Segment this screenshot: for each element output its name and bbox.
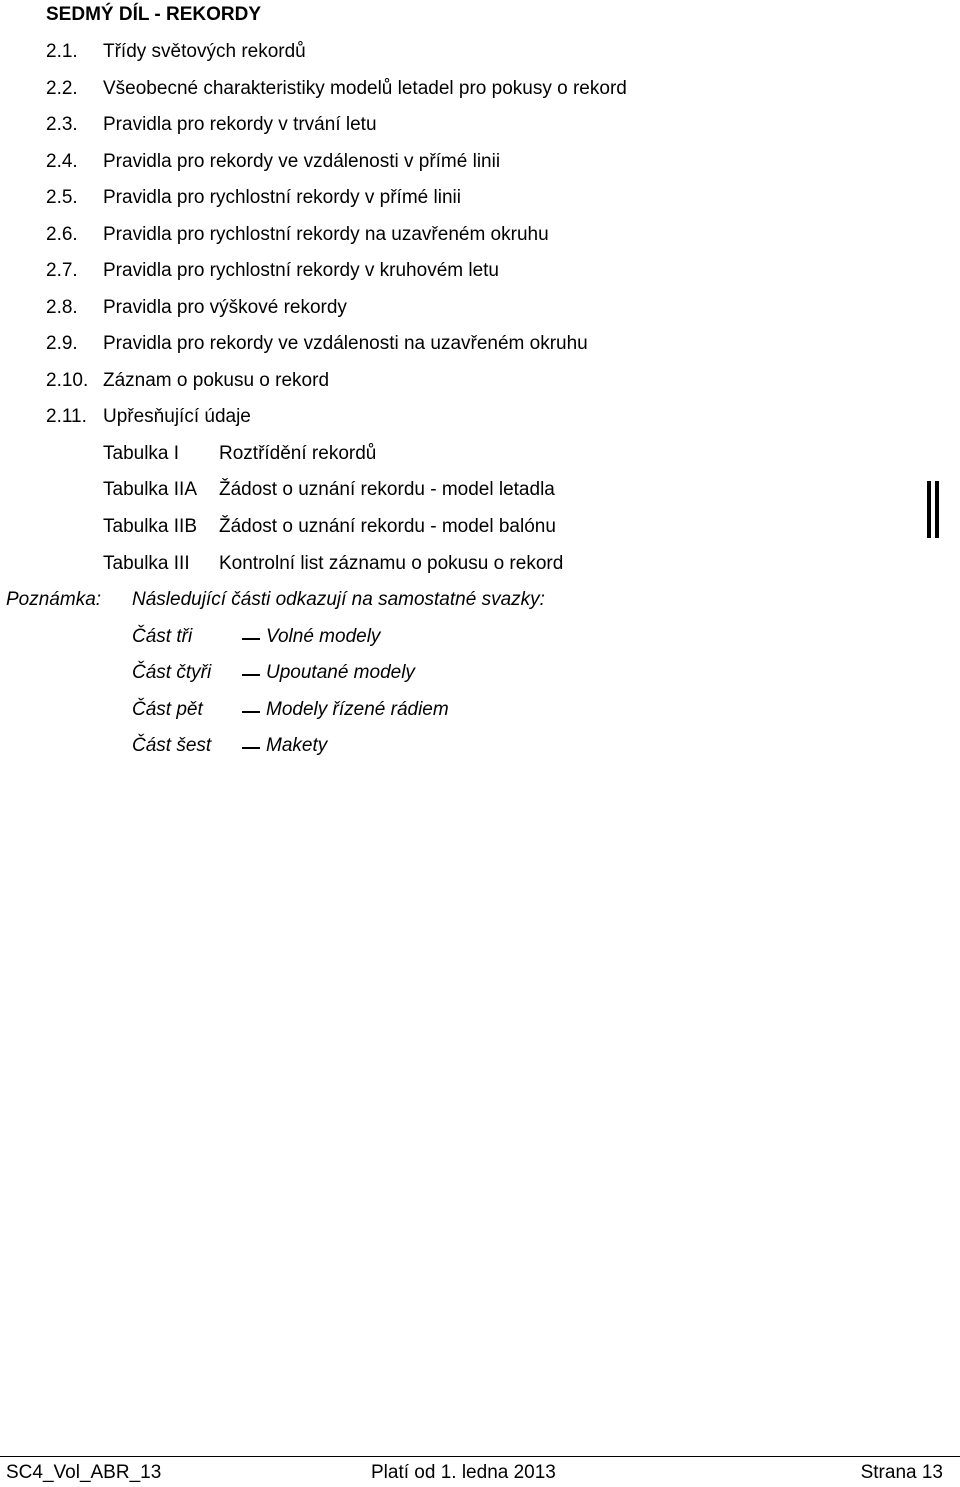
toc-entry: Pravidla pro rychlostní rekordy v přímé linii: [103, 187, 461, 208]
dash: [242, 747, 260, 749]
note-text: Následující části odkazují na samostatné svazky:: [132, 589, 545, 610]
toc-number: 2.4.: [46, 151, 78, 172]
part-description: Makety: [266, 735, 328, 756]
part-name: Část šest: [132, 735, 212, 756]
toc-entry: Pravidla pro výškové rekordy: [103, 297, 347, 318]
toc-number: 2.1.: [46, 41, 78, 62]
table-title: Žádost o uznání rekordu - model balónu: [219, 516, 556, 537]
table-title: Roztřídění rekordů: [219, 443, 377, 464]
note-label: Poznámka:: [6, 589, 102, 610]
toc-number: 2.7.: [46, 260, 78, 281]
footer-document-id: SC4_Vol_ABR_13: [6, 1462, 162, 1483]
dash: [242, 711, 260, 713]
dash: [242, 638, 260, 640]
revision-bar: [927, 481, 931, 538]
part-description: Modely řízené rádiem: [266, 699, 449, 720]
part-name: Část pět: [132, 699, 203, 720]
toc-number: 2.6.: [46, 224, 78, 245]
page-title: SEDMÝ DÍL - REKORDY: [46, 4, 262, 25]
table-title: Žádost o uznání rekordu - model letadla: [219, 479, 555, 500]
toc-entry: Třídy světových rekordů: [103, 41, 306, 62]
toc-number: 2.2.: [46, 78, 78, 99]
toc-number: 2.9.: [46, 333, 78, 354]
footer-valid-from: Platí od 1. ledna 2013: [371, 1462, 556, 1483]
toc-entry: Upřesňující údaje: [103, 406, 251, 427]
toc-entry: Záznam o pokusu o rekord: [103, 370, 330, 391]
part-description: Volné modely: [266, 626, 381, 647]
table-title: Kontrolní list záznamu o pokusu o rekord: [219, 553, 564, 574]
part-description: Upoutané modely: [266, 662, 415, 683]
toc-entry: Pravidla pro rekordy v trvání letu: [103, 114, 377, 135]
revision-bar: [935, 481, 939, 538]
table-label: Tabulka IIB: [103, 516, 197, 537]
toc-entry: Pravidla pro rychlostní rekordy v kruhovém letu: [103, 260, 499, 281]
footer-page-number: Strana 13: [860, 1462, 943, 1483]
toc-entry: Pravidla pro rekordy ve vzdálenosti na uzavřeném okruhu: [103, 333, 588, 354]
toc-entry: Pravidla pro rychlostní rekordy na uzavřeném okruhu: [103, 224, 549, 245]
part-name: Část čtyři: [132, 662, 212, 683]
part-name: Část tři: [132, 626, 193, 647]
dash: [242, 674, 260, 676]
toc-number: 2.3.: [46, 114, 78, 135]
toc-number: 2.5.: [46, 187, 78, 208]
table-label: Tabulka III: [103, 553, 190, 574]
footer-divider: [0, 1456, 960, 1457]
toc-entry: Pravidla pro rekordy ve vzdálenosti v přímé linii: [103, 151, 501, 172]
table-label: Tabulka IIA: [103, 479, 197, 500]
toc-number: 2.10.: [46, 370, 89, 391]
toc-number: 2.11.: [46, 406, 87, 427]
table-label: Tabulka I: [103, 443, 180, 464]
toc-entry: Všeobecné charakteristiky modelů letadel pro pokusy o rekord: [103, 78, 627, 99]
toc-number: 2.8.: [46, 297, 78, 318]
